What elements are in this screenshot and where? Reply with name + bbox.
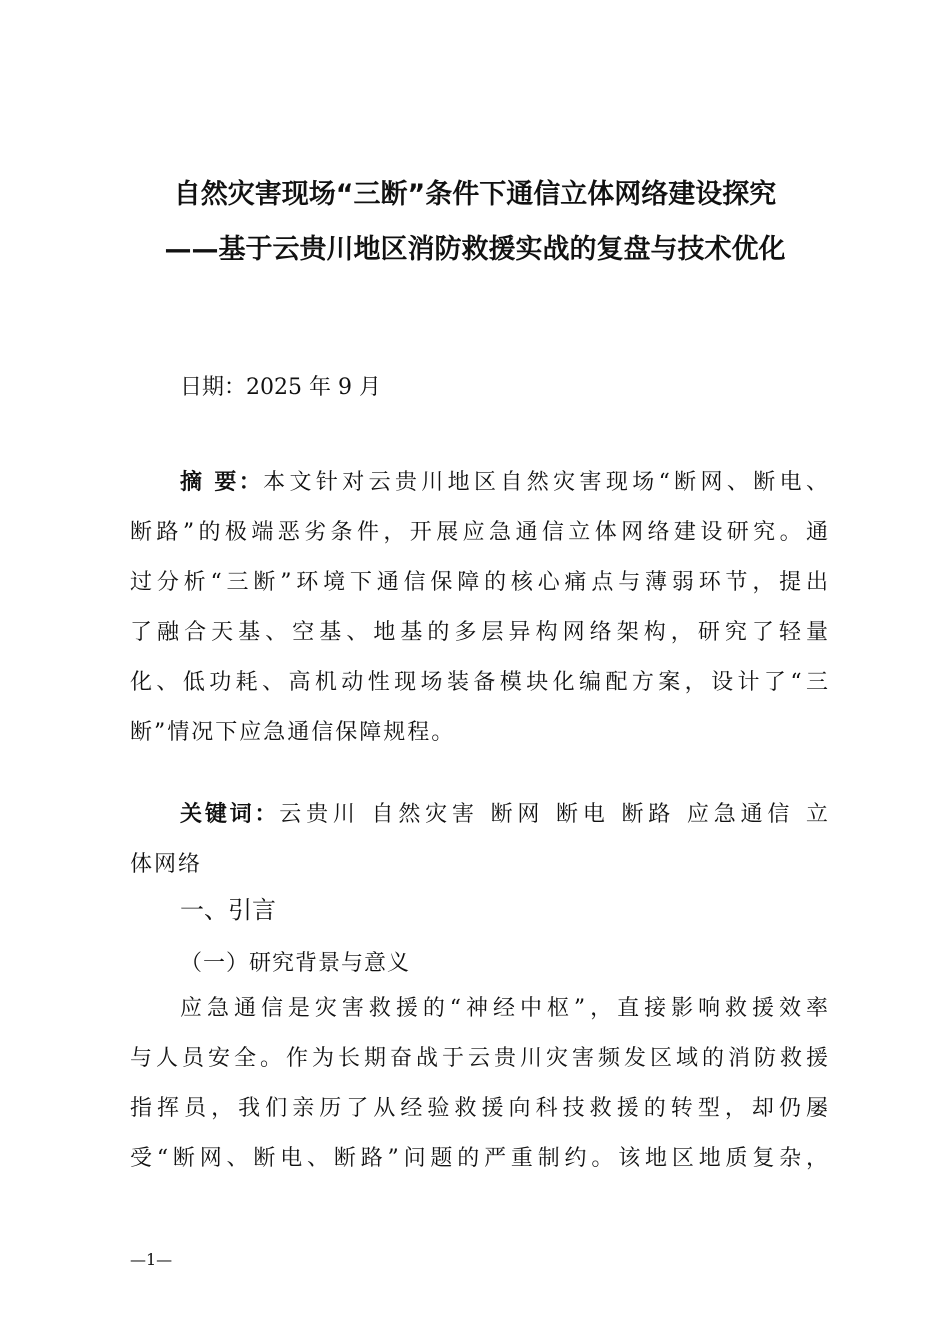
abstract-line: 过分析“三断”环境下通信保障的核心痛点与薄弱环节，提出	[130, 570, 830, 595]
abstract-line: 断”情况下应急通信保障规程。	[130, 720, 456, 745]
abstract-paragraph	[130, 458, 830, 758]
body-line: 与人员安全。作为长期奋战于云贵川灾害频发区域的消防救援	[130, 1046, 830, 1071]
subsection-heading: （一）研究背景与意义	[180, 951, 411, 976]
document-date: 日期：2025 年 9 月	[180, 375, 381, 400]
section-heading: 一、引言	[180, 896, 276, 924]
body-paragraph	[130, 984, 830, 1184]
page-number: —1—	[130, 1250, 173, 1269]
abstract-label: 摘 要：	[180, 470, 264, 495]
keywords-line: 关键词：云贵川 自然灾害 断网 断电 断路 应急通信 立	[180, 802, 830, 827]
abstract-line: 摘 要：本文针对云贵川地区自然灾害现场“断网、断电、	[180, 470, 830, 495]
keywords-label: 关键词：	[180, 802, 280, 827]
keywords-line: 体网络	[130, 852, 203, 877]
abstract-line: 化、低功耗、高机动性现场装备模块化编配方案，设计了“三	[130, 670, 830, 695]
document-title: 自然灾害现场“三断”条件下通信立体网络建设探究	[173, 179, 777, 210]
abstract-line: 断路”的极端恶劣条件，开展应急通信立体网络建设研究。通	[130, 520, 830, 545]
body-line: 应急通信是灾害救援的“神经中枢”，直接影响救援效率	[180, 996, 830, 1021]
keywords-paragraph	[130, 790, 830, 890]
document-subtitle: ——基于云贵川地区消防救援实战的复盘与技术优化	[164, 234, 786, 265]
abstract-line: 了融合天基、空基、地基的多层异构网络架构，研究了轻量	[130, 620, 830, 645]
body-line: 受“断网、断电、断路”问题的严重制约。该地区地质复杂，	[130, 1146, 830, 1171]
body-line: 指挥员，我们亲历了从经验救援向科技救援的转型，却仍屡	[130, 1096, 830, 1121]
